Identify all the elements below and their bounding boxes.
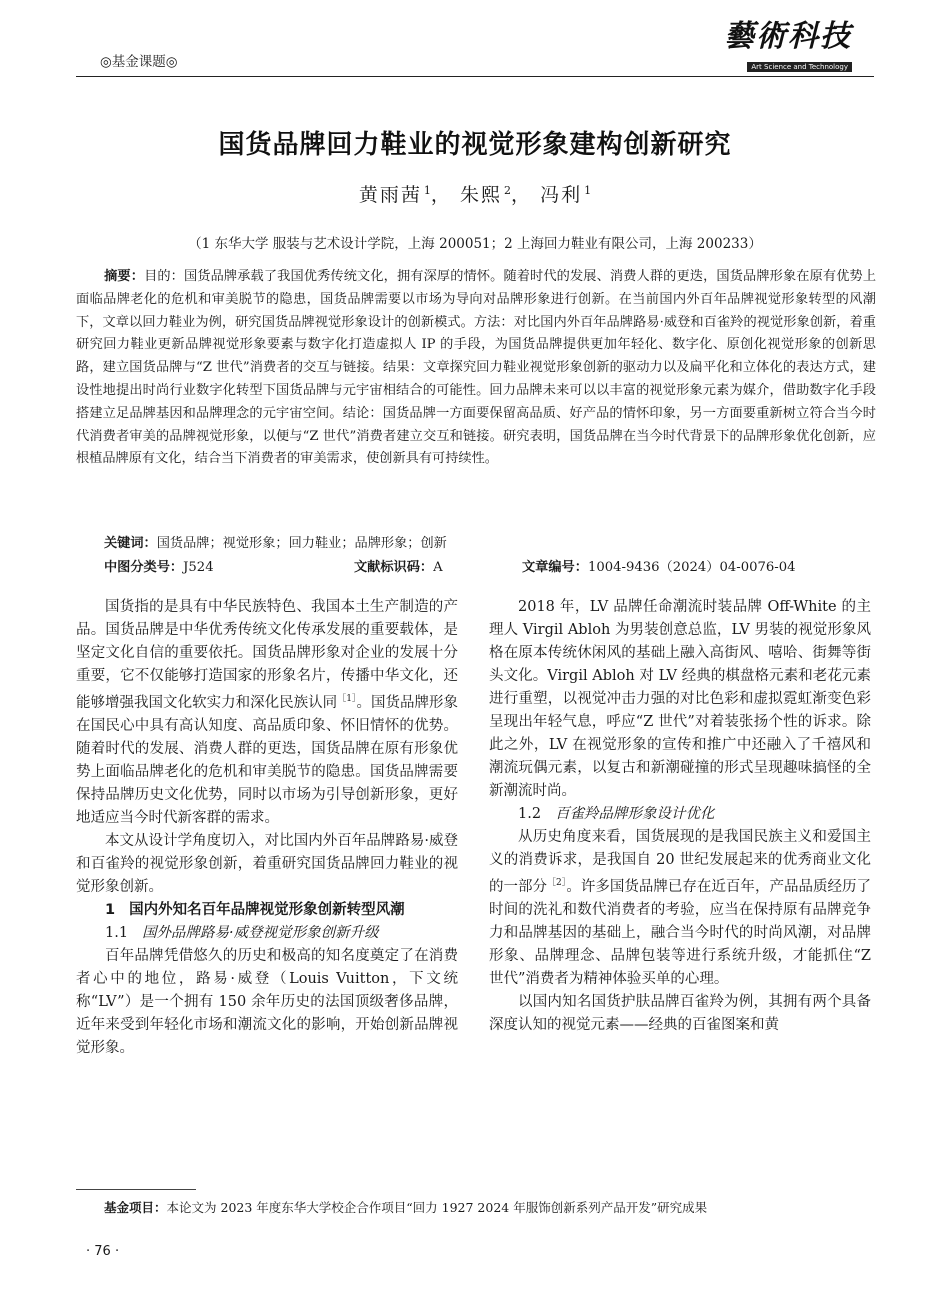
author-sep: ， xyxy=(511,184,533,206)
abstract-text: 目的：国货品牌承载了我国优秀传统文化，拥有深厚的情怀。随着时代的发展、消费人群的更迭，国货品牌形象在原有优势上面临品牌老化的危机和审美脱节的隐患，国货品牌需要以市场为导向对品牌形象进行创新。在当前国内外百年品牌视觉形象转型的风潮下，文章以回力鞋业为例，研究国货品牌视觉形象设计的创新模式。方法：对比国内外百年品牌路易·威登和百雀羚的视觉形象创新，着重研究回力鞋业更新品牌视觉形象要素与数字化打造虚拟人 IP 的手段，为国货品牌提供更加年轻化、数字化、原创化视觉形象的创新思路，建立国货品牌与“Z 世代”消费者的交互与链接。结果：文章探究回力鞋业视觉形象创新的驱动力以及扁平化和立体化的表达方式，建设性地提出时尚行业数字化转型下国货品牌与元宇宙相结合的可能性。回力品牌未来可以以丰富的视觉形象元素为媒介，借助数字化手段搭建立足品牌基因和品牌理念的元宇宙空间。结论：国货品牌一方面要保留高品质、好产品的情怀印象，另一方面要重新树立符合当今时代消费者审美的品牌视觉形象，以便与“Z 世代”消费者建立交互和链接。研究表明，国货品牌在当今时代背景下的品牌形象优化创新，应根植品牌原有文化，结合当下消费者的审美需求，使创新具有可持续性。 xyxy=(76,269,877,467)
citation-ref: ［1］ xyxy=(337,694,357,704)
footnote-label: 基金项目： xyxy=(104,1200,167,1215)
subsection-heading: 1.1 国外品牌路易·威登视觉形象创新升级 xyxy=(105,924,379,941)
keywords-label: 关键词： xyxy=(104,536,157,551)
page-number: · 76 · xyxy=(86,1244,120,1259)
body-paragraph: 国货指的是具有中华民族特色、我国本土生产制造的产品。国货品牌是中华优秀传统文化传承发展的重要载体，是坚定文化自信的重要依托。国货品牌形象对企业的发展十分重要，它不仅能够打造国家的形象名片，传播中华文化，还能够增强我国文化软实力和深化民族认同$^{[1]}$。国货品牌形象在国民心中具有高认知度、高品质印象、怀旧情怀的优势。随着时代的发展、消费人群的更迭，国货品牌在原有形象优势上面临品牌老化的危机和审美脱节的隐患。国货品牌需要保持品牌历史文化优势，同时以市场为引导创新形象，更好地适应当今时代新客群的需求。 xyxy=(76,599,459,826)
header-divider xyxy=(76,76,874,77)
body-paragraph: 本文从设计学角度切入，对比国内外百年品牌路易·威登和百雀羚的视觉形象创新，着重研究国货品牌回力鞋业的视觉形象创新。 xyxy=(76,832,458,895)
abstract xyxy=(76,266,876,471)
subsection-heading: 1.2 百雀羚品牌形象设计优化 xyxy=(518,806,715,822)
journal-logo-cn: 藝術科技 xyxy=(724,19,852,54)
body-paragraph: 从历史角度来看，国货展现的是我国民族主义和爱国主义的消费诉求，是我国自 20 世纪发展起来的优秀商业文化的一部分$^{[2]}$。许多国货品牌已存在近百年，产品品质经历了时间的洗礼和数代消费者的考验，应当在保持原有品牌竞争力和品牌基因的基础上，融合当今时代的时尚风潮，对品牌形象、品牌理念、品牌包装等进行系统升级，才能抓住“Z 世代”消费者为精神体验买单的心理。 xyxy=(489,829,872,987)
footnote-divider xyxy=(76,1189,196,1190)
citation-ref: ［2］ xyxy=(547,878,567,888)
author-name: 朱熙 xyxy=(459,184,502,206)
body-paragraph: 2018 年，LV 品牌任命潮流时装品牌 Off-White 的主理人 Virgil Abloh 为男装创意总监，LV 男装的视觉形象风格在原本传统休闲风的基础上融入高街风、嘻哈、街舞等街头文化。Virgil Abloh 对 LV 经典的棋盘格元素和老花元素进行重塑，以视觉冲击力强的对比色彩和虚拟霓虹渐变色彩呈现出年轻气息，呼应“Z 世代”对着装张扬个性的诉求。除此之外，LV 在视觉形象的宣传和推广中还融入了千禧风和潮流玩偶元素，以复古和新潮碰撞的形式呈现趣味搞怪的全新潮流时尚。 xyxy=(489,599,871,799)
author-name: 冯利 xyxy=(540,184,583,206)
journal-logo xyxy=(724,20,852,73)
body-paragraph: 以国内知名国货护肤品牌百雀羚为例，其拥有两个具备深度认知的视觉元素——经典的百雀图案和黄 xyxy=(489,993,871,1033)
keywords-text: 国货品牌；视觉形象；回力鞋业；品牌形象；创新 xyxy=(156,536,447,551)
keywords xyxy=(104,532,876,551)
funding-footnote xyxy=(104,1198,707,1216)
body-column-right xyxy=(489,596,871,1037)
article-number: 文章编号：1004-9436（2024）04-0076-04 xyxy=(522,560,796,575)
affiliation: （1 东华大学 服装与艺术设计学院，上海 200051；2 上海回力鞋业有限公司，上海 200233） xyxy=(188,236,762,252)
footnote-text: 本论文为 2023 年度东华大学校企合作项目“回力 1927 2024 年服饰创新系列产品开发”研究成果 xyxy=(166,1200,708,1215)
section-heading: 1 国内外知名百年品牌视觉形象创新转型风潮 xyxy=(105,901,405,918)
journal-logo-en: Art Science and Technology xyxy=(747,62,852,72)
author-affil-mark: 1 xyxy=(584,183,592,197)
author-affil-mark: 2 xyxy=(504,183,511,197)
author-affil-mark: 1 xyxy=(423,183,431,197)
author-line xyxy=(0,180,950,207)
document-code: 文献标识码：A xyxy=(354,560,443,575)
author-sep: ， xyxy=(430,184,452,206)
section-tag: ◎基金课题◎ xyxy=(100,54,178,70)
author-name: 黄雨茜 xyxy=(358,184,422,206)
body-column-left xyxy=(76,596,458,1060)
paper-title: 国货品牌回力鞋业的视觉形象建构创新研究 xyxy=(218,130,732,160)
body-paragraph: 百年品牌凭借悠久的历史和极高的知名度奠定了在消费者心中的地位，路易·威登（Louis Vuitton，下文统称“LV”）是一个拥有 150 余年历史的法国顶级奢侈品牌，近年来受到年轻化市场和潮流文化的影响，开始创新品牌视觉形象。 xyxy=(76,947,458,1056)
abstract-label: 摘要： xyxy=(104,269,145,284)
clc-number: 中图分类号：J524 xyxy=(104,560,214,575)
